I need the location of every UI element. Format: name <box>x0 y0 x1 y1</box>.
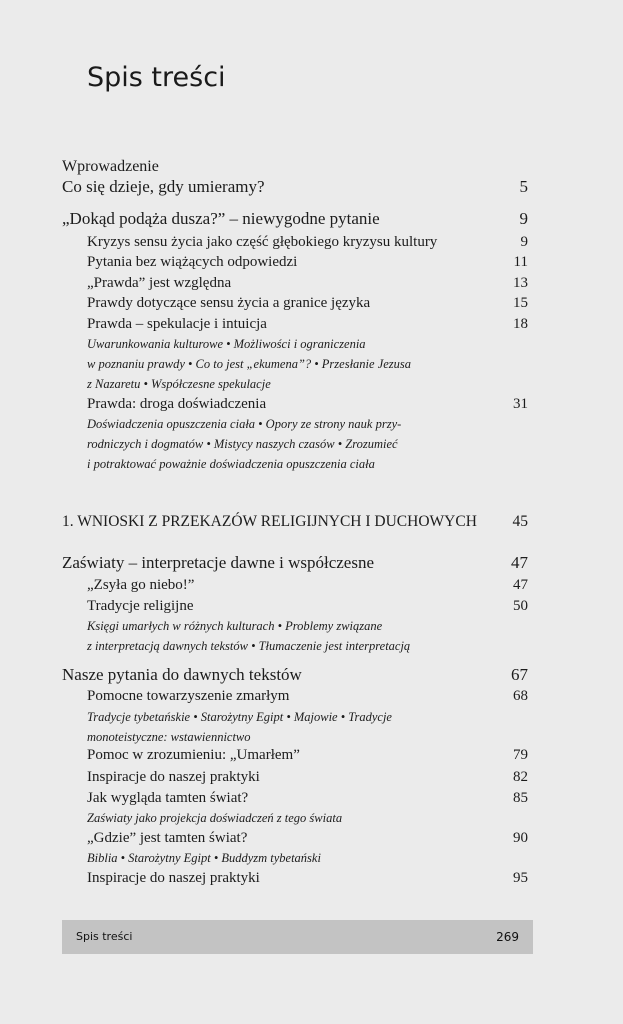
page-number: 85 <box>513 790 528 806</box>
toc-section-heading: Zaświaty – interpretacje dawne i współczesne 47 <box>62 553 528 572</box>
toc-subentry: „Prawda” jest względna 13 <box>87 275 528 291</box>
toc-description: Biblia • Starożytny Egipt • Buddyzm tybetański <box>87 851 321 865</box>
toc-description: Księgi umarłych w różnych kulturach • Problemy związane z interpretacją dawnych tekstów • Tłumaczenie jest interpretacją <box>87 619 411 653</box>
page-number: 79 <box>513 747 528 763</box>
toc-entry: „Dokąd podąża dusza?” – niewygodne pytanie 9 <box>62 209 528 228</box>
page-number: 5 <box>519 177 528 196</box>
page-number: 15 <box>513 295 528 311</box>
page-number: 18 <box>513 316 528 332</box>
page-number: 13 <box>513 275 528 291</box>
toc-subentry: Inspiracje do naszej praktyki 95 <box>87 870 528 886</box>
page-number: 82 <box>513 769 528 785</box>
page-footer <box>62 920 533 954</box>
toc-entry: Co się dzieje, gdy umieramy? 5 <box>62 177 528 196</box>
page-number: 90 <box>513 830 528 846</box>
toc-section-heading: Nasze pytania do dawnych tekstów 67 <box>62 665 528 684</box>
footer-label: Spis treści <box>76 930 133 943</box>
page-number: 47 <box>513 577 528 593</box>
toc-entry-intro-label: Wprowadzenie <box>62 158 159 175</box>
toc-subentry: Prawdy dotyczące sensu życia a granice języka 15 <box>87 295 528 311</box>
toc-description: Uwarunkowania kulturowe • Możliwości i ograniczenia w poznaniu prawdy • Co to jest „ekumena”? • Przesłanie Jezusa z Nazaretu • Współczesne spekulacje <box>87 337 412 391</box>
page-number: 68 <box>513 688 528 704</box>
page-number: 45 <box>512 513 528 530</box>
footer-page-number: 269 <box>496 930 519 944</box>
toc-subentry: Kryzys sensu życia jako część głębokiego kryzysu kultury 9 <box>87 234 528 250</box>
toc-description: Tradycje tybetańskie • Starożytny Egipt • Majowie • Tradycje monoteistyczne: wstawiennictwo <box>87 710 392 744</box>
toc-subentry: „Zsyła go niebo!” 47 <box>87 577 528 593</box>
toc-subentry: Pomoc w zrozumieniu: „Umarłem” 79 <box>87 747 528 763</box>
toc-subentry: Prawda – spekulacje i intuicja 18 <box>87 316 528 332</box>
page-number: 50 <box>513 598 528 614</box>
toc-description: Doświadczenia opuszczenia ciała • Opory ze strony nauk przy- rodniczych i dogmatów • Mistycy naszych czasów • Zrozumieć i potraktować poważnie doświadczenia opuszczenia ciała <box>87 417 402 471</box>
page-number: 31 <box>513 396 528 412</box>
toc-subentry: Tradycje religijne 50 <box>87 598 528 614</box>
page-number: 9 <box>519 209 528 228</box>
page-number: 11 <box>513 254 528 270</box>
toc-subentry: Jak wygląda tamten świat? 85 <box>87 790 528 806</box>
toc-description: Zaświaty jako projekcja doświadczeń z tego świata <box>87 811 343 825</box>
toc-subentry: Prawda: droga doświadczenia 31 <box>87 396 528 412</box>
toc-subentry: Pomocne towarzyszenie zmarłym 68 <box>87 688 528 704</box>
toc-part-heading: 1. WNIOSKI Z PRZEKAZÓW RELIGIJNYCH I DUCHOWYCH 45 <box>62 513 528 530</box>
page-title: Spis treści <box>87 62 226 93</box>
toc-subentry: Inspiracje do naszej praktyki 82 <box>87 769 528 785</box>
page-number: 47 <box>511 553 528 572</box>
toc-subentry: Pytania bez wiążących odpowiedzi 11 <box>87 254 528 270</box>
page-number: 95 <box>513 870 528 886</box>
page-number: 9 <box>520 234 528 250</box>
toc-subentry: „Gdzie” jest tamten świat? 90 <box>87 830 528 846</box>
page-number: 67 <box>511 665 528 684</box>
